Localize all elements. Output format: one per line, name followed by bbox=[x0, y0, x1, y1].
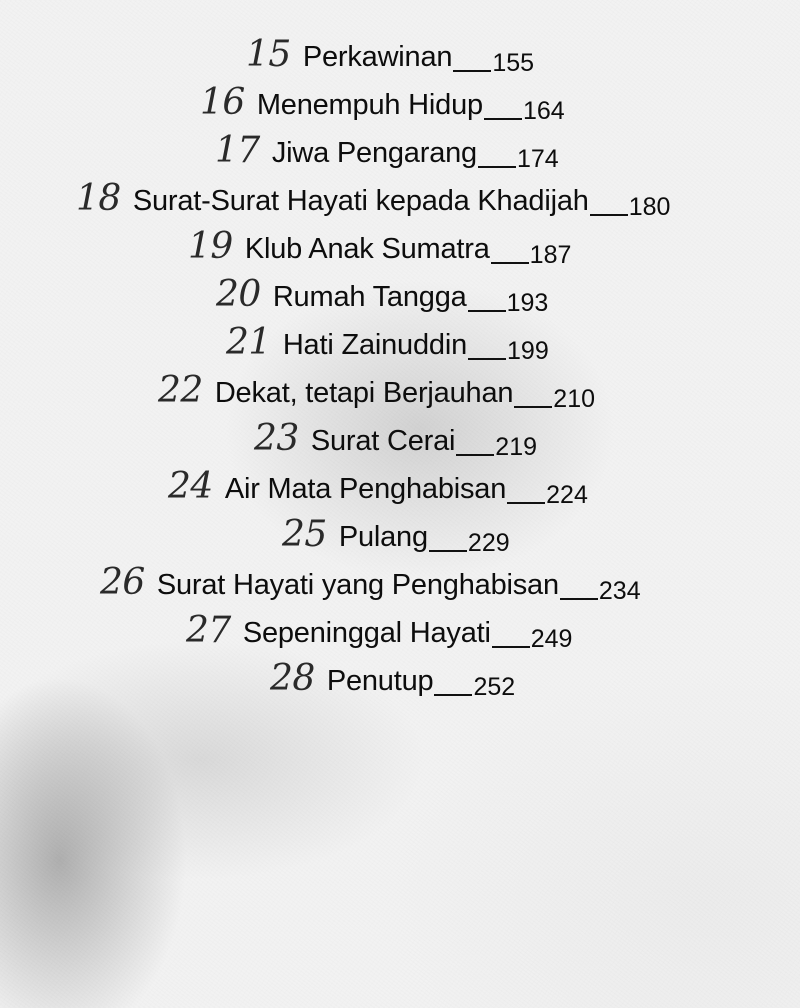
toc-entry-18 bbox=[76, 178, 670, 219]
chapter-number: 28 bbox=[270, 658, 315, 699]
page-number: 219 bbox=[495, 433, 538, 461]
chapter-title: Penutup bbox=[326, 665, 434, 697]
toc-entry-26 bbox=[100, 562, 641, 603]
toc-entry-22 bbox=[158, 370, 595, 411]
chapter-number: 27 bbox=[186, 610, 231, 651]
toc-entry-19 bbox=[188, 226, 571, 267]
leader-line bbox=[434, 694, 472, 696]
toc-entry-27 bbox=[186, 610, 572, 651]
chapter-number: 19 bbox=[188, 226, 233, 267]
page-number: 234 bbox=[598, 577, 641, 605]
page-number: 210 bbox=[553, 385, 596, 413]
chapter-title: Surat-Surat Hayati kepada Khadijah bbox=[132, 185, 589, 217]
page-number: 174 bbox=[516, 145, 559, 173]
leader-line bbox=[456, 454, 494, 456]
page-number: 180 bbox=[628, 193, 671, 221]
chapter-number: 17 bbox=[215, 130, 260, 171]
page-number: 193 bbox=[506, 289, 549, 317]
page-number: 164 bbox=[522, 97, 565, 125]
chapter-title: Surat Cerai bbox=[310, 425, 456, 457]
toc-entry-17 bbox=[215, 130, 559, 171]
page-number: 252 bbox=[473, 673, 516, 701]
leader-line bbox=[590, 214, 628, 216]
page-number: 224 bbox=[546, 481, 588, 509]
leader-line bbox=[453, 70, 491, 72]
chapter-title: Air Mata Penghabisan bbox=[224, 473, 507, 505]
chapter-number: 24 bbox=[168, 466, 213, 507]
chapter-title: Surat Hayati yang Penghabisan bbox=[156, 569, 559, 601]
chapter-title: Rumah Tangga bbox=[272, 281, 467, 313]
leader-line bbox=[491, 262, 529, 264]
toc-entry-28 bbox=[270, 658, 515, 699]
page-number: 155 bbox=[492, 49, 535, 77]
chapter-number: 16 bbox=[200, 82, 245, 123]
leader-line bbox=[468, 358, 506, 360]
chapter-number: 25 bbox=[282, 514, 327, 555]
chapter-number: 21 bbox=[226, 322, 271, 363]
toc-entry-15 bbox=[246, 34, 534, 75]
page-number: 229 bbox=[467, 529, 510, 557]
page-number: 187 bbox=[529, 241, 572, 269]
leader-line bbox=[429, 550, 467, 552]
chapter-title: Klub Anak Sumatra bbox=[244, 233, 490, 265]
leader-line bbox=[484, 118, 522, 120]
chapter-title: Jiwa Pengarang bbox=[271, 137, 477, 169]
page-number: 199 bbox=[507, 337, 549, 365]
chapter-number: 22 bbox=[158, 370, 203, 411]
leader-line bbox=[514, 406, 552, 408]
chapter-title: Sepeninggal Hayati bbox=[242, 617, 491, 649]
leader-line bbox=[560, 598, 598, 600]
chapter-number: 23 bbox=[254, 418, 299, 459]
page-number: 249 bbox=[530, 625, 573, 653]
chapter-number: 15 bbox=[246, 34, 291, 75]
chapter-title: Hati Zainuddin bbox=[282, 329, 468, 361]
chapter-title: Dekat, tetapi Berjauhan bbox=[214, 377, 514, 409]
toc-entry-16 bbox=[200, 82, 565, 123]
chapter-title: Pulang bbox=[338, 521, 428, 553]
chapter-number: 26 bbox=[100, 562, 145, 603]
leader-line bbox=[478, 166, 516, 168]
toc-entry-25 bbox=[282, 514, 510, 555]
chapter-title: Perkawinan bbox=[302, 41, 453, 73]
chapter-number: 20 bbox=[216, 274, 261, 315]
leader-line bbox=[468, 310, 506, 312]
chapter-title: Menempuh Hidup bbox=[256, 89, 483, 121]
toc-entry-21 bbox=[226, 322, 549, 363]
chapter-number: 18 bbox=[76, 178, 121, 219]
leader-line bbox=[507, 502, 545, 504]
toc-entry-20 bbox=[216, 274, 548, 315]
toc-entry-23 bbox=[254, 418, 537, 459]
toc-entry-24 bbox=[168, 466, 588, 507]
leader-line bbox=[492, 646, 530, 648]
